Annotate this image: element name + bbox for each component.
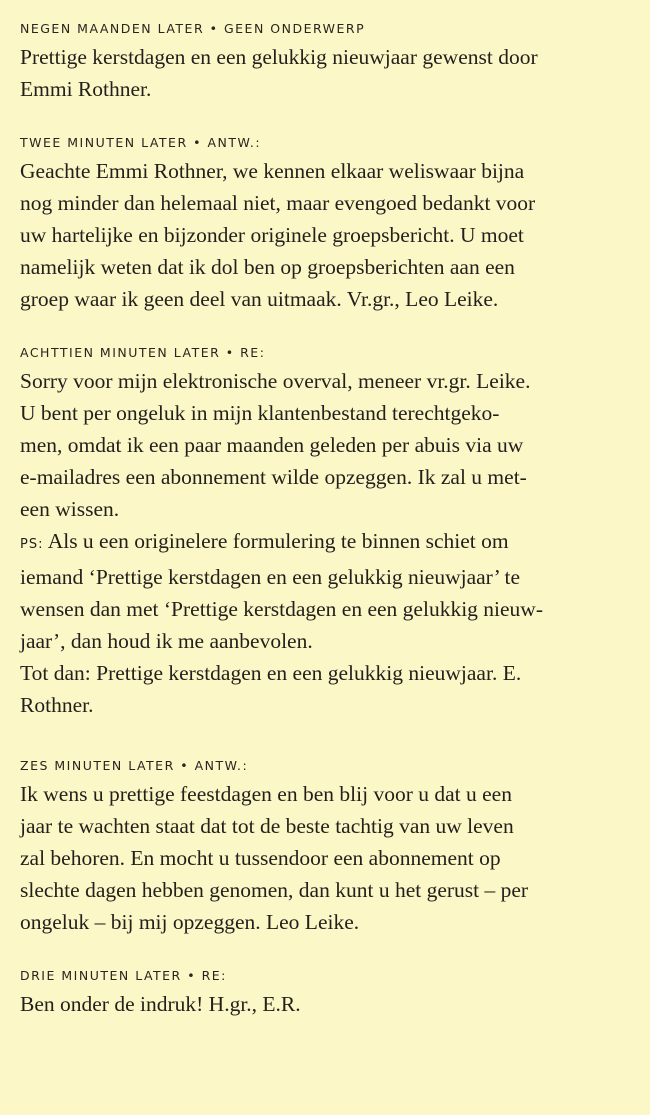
- email-message: [20, 17, 634, 105]
- postscript-label: PS:: [20, 537, 44, 552]
- message-line: Emmi Rothner.: [20, 77, 152, 101]
- message-line: Ben onder de indruk! H.gr., E.R.: [20, 992, 301, 1016]
- message-heading: NEGEN MAANDEN LATER • GEEN ONDERWERP: [20, 21, 366, 36]
- message-line: Sorry voor mijn elektronische overval, meneer vr.gr. Leike.: [20, 369, 531, 393]
- message-line: uw hartelijke en bijzonder originele groepsbericht. U moet: [20, 223, 524, 247]
- message-line: e-mailadres een abonnement wilde opzeggen. Ik zal u met-: [20, 465, 527, 489]
- message-line: U bent per ongeluk in mijn klantenbestand terechtgeko-: [20, 401, 500, 425]
- postscript-line: Tot dan: Prettige kerstdagen en een gelukkig nieuwjaar. E.: [20, 661, 522, 685]
- message-line: jaar te wachten staat dat tot de beste tachtig van uw leven: [20, 814, 514, 838]
- postscript-line: [20, 525, 634, 561]
- message-heading: ZES MINUTEN LATER • ANTW.:: [20, 758, 249, 773]
- postscript-line: wensen dan met ‘Prettige kerstdagen en een gelukkig nieuw-: [20, 597, 543, 621]
- message-heading: TWEE MINUTEN LATER • ANTW.:: [20, 135, 262, 150]
- message-line: groep waar ik geen deel van uitmaak. Vr.gr., Leo Leike.: [20, 287, 499, 311]
- message-line: Ik wens u prettige feestdagen en ben blij voor u dat u een: [20, 782, 512, 806]
- message-line: nog minder dan helemaal niet, maar evengoed bedankt voor: [20, 191, 536, 215]
- message-line: slechte dagen hebben genomen, dan kunt u het gerust – per: [20, 878, 529, 902]
- message-heading: ACHTTIEN MINUTEN LATER • RE:: [20, 345, 266, 360]
- postscript-line: iemand ‘Prettige kerstdagen en een gelukkig nieuwjaar’ te: [20, 565, 521, 589]
- message-line: een wissen.: [20, 497, 120, 521]
- message-heading: DRIE MINUTEN LATER • RE:: [20, 968, 227, 983]
- email-message: [20, 131, 634, 315]
- message-line: Geachte Emmi Rothner, we kennen elkaar weliswaar bijna: [20, 159, 525, 183]
- message-line: ongeluk – bij mij opzeggen. Leo Leike.: [20, 910, 360, 934]
- message-line: namelijk weten dat ik dol ben op groepsberichten aan een: [20, 255, 515, 279]
- message-line: men, omdat ik een paar maanden geleden per abuis via uw: [20, 433, 524, 457]
- email-message: [20, 964, 634, 1020]
- postscript-line: Rothner.: [20, 693, 94, 717]
- postscript-line: jaar’, dan houd ik me aanbevolen.: [20, 629, 313, 653]
- message-line: Prettige kerstdagen en een gelukkig nieuwjaar gewenst door: [20, 45, 538, 69]
- postscript-text: Als u een originelere formulering te binnen schiet om: [47, 529, 509, 553]
- message-line: zal behoren. En mocht u tussendoor een abonnement op: [20, 846, 501, 870]
- email-message: [20, 341, 634, 721]
- email-message: [20, 754, 634, 938]
